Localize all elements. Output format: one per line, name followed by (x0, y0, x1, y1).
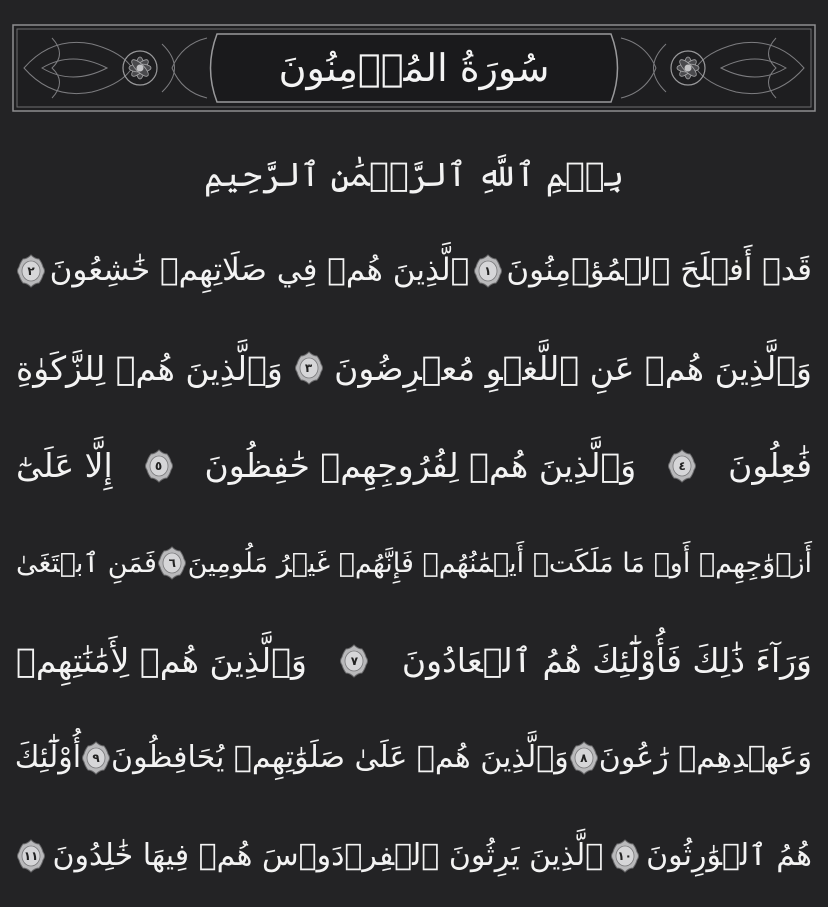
surah-title: سُورَةُ المُؤۡمِنُونَ (278, 46, 550, 90)
verse-text: ٱلَّذِينَ يَرِثُونَ ٱلۡفِرۡدَوۡسَ هُمۡ فِيهَا خَٰلِدُونَ (52, 837, 604, 873)
ayah-end-marker-icon (144, 449, 174, 483)
surah-header (12, 24, 816, 112)
verse-line (16, 515, 812, 613)
ayah-number: ١١ (23, 848, 39, 863)
ayah-number: ٩ (92, 751, 100, 766)
ayah-end-marker-icon (294, 351, 324, 385)
ayah-end-marker-icon (569, 741, 599, 775)
verse-text: وَرَآءَ ذَٰلِكَ فَأُوْلَٰٓئِكَ هُمُ ٱلۡعَادُونَ (401, 641, 812, 681)
ayah-number: ٦ (168, 556, 176, 571)
ayah-end-marker-icon (16, 839, 46, 873)
verse-text: وَٱلَّذِينَ هُمۡ عَنِ ٱللَّغۡوِ مُعۡرِضُونَ (334, 348, 812, 388)
verse-text: فَمَنِ ٱبۡتَغَىٰ (16, 547, 157, 579)
basmala: بِسۡمِ ٱللَّهِ ٱلرَّحۡمَٰنِ ٱلرَّحِيمِ (203, 154, 625, 194)
ayah-end-marker-icon (610, 839, 640, 873)
verse-line (16, 807, 812, 905)
verse-body (16, 222, 812, 905)
ayah-number: ١٠ (617, 848, 632, 863)
verse-line (16, 710, 812, 808)
verse-text: وَعَهۡدِهِمۡ رَٰعُونَ (598, 740, 812, 776)
ayah-end-marker-icon (16, 254, 46, 288)
ayah-end-marker-icon (339, 644, 369, 678)
ayah-number: ٨ (580, 751, 588, 766)
ayah-end-marker-icon (473, 254, 503, 288)
ayah-number: ٥ (154, 458, 163, 473)
verse-line (16, 320, 812, 418)
ayah-number: ٢ (27, 263, 35, 278)
verse-text: أُوْلَٰٓئِكَ (14, 740, 82, 776)
ayah-end-marker-icon (667, 449, 697, 483)
verse-text: وَٱلَّذِينَ هُمۡ لِفُرُوجِهِمۡ حَٰفِظُونَ (204, 446, 637, 486)
ayah-end-marker-icon (157, 546, 187, 580)
verse-text: قَدۡ أَفۡلَحَ ٱلۡمُؤۡمِنُونَ (506, 252, 812, 289)
verse-text: وَٱلَّذِينَ هُمۡ عَلَىٰ صَلَوَٰتِهِمۡ يُحَافِظُونَ (111, 740, 569, 776)
verse-line (16, 417, 812, 515)
verse-text: هُمُ ٱلۡوَٰرِثُونَ (646, 837, 812, 873)
verse-line (16, 612, 812, 710)
ayah-end-marker-icon (81, 741, 111, 775)
ayah-number: ١ (484, 263, 492, 278)
verse-text: فَٰعِلُونَ (728, 446, 812, 486)
verse-text: وَٱلَّذِينَ هُمۡ لِلزَّكَوٰةِ (16, 348, 283, 388)
verse-text: ٱلَّذِينَ هُمۡ فِي صَلَاتِهِمۡ خَٰشِعُونَ (49, 252, 470, 289)
ayah-number: ٣ (304, 361, 313, 376)
verse-text: إِلَّا عَلَىٰٓ (16, 446, 113, 486)
verse-line (16, 222, 812, 320)
verse-text: أَزۡوَٰجِهِمۡ أَوۡ مَا مَلَكَتۡ أَيۡمَٰنُهُمۡ فَإِنَّهُمۡ غَيۡرُ مَلُومِينَ (187, 547, 812, 579)
ayah-number: ٤ (678, 458, 686, 473)
ayah-number: ٧ (350, 653, 359, 668)
verse-text: وَٱلَّذِينَ هُمۡ لِأَمَٰنَٰتِهِمۡ (16, 641, 307, 681)
